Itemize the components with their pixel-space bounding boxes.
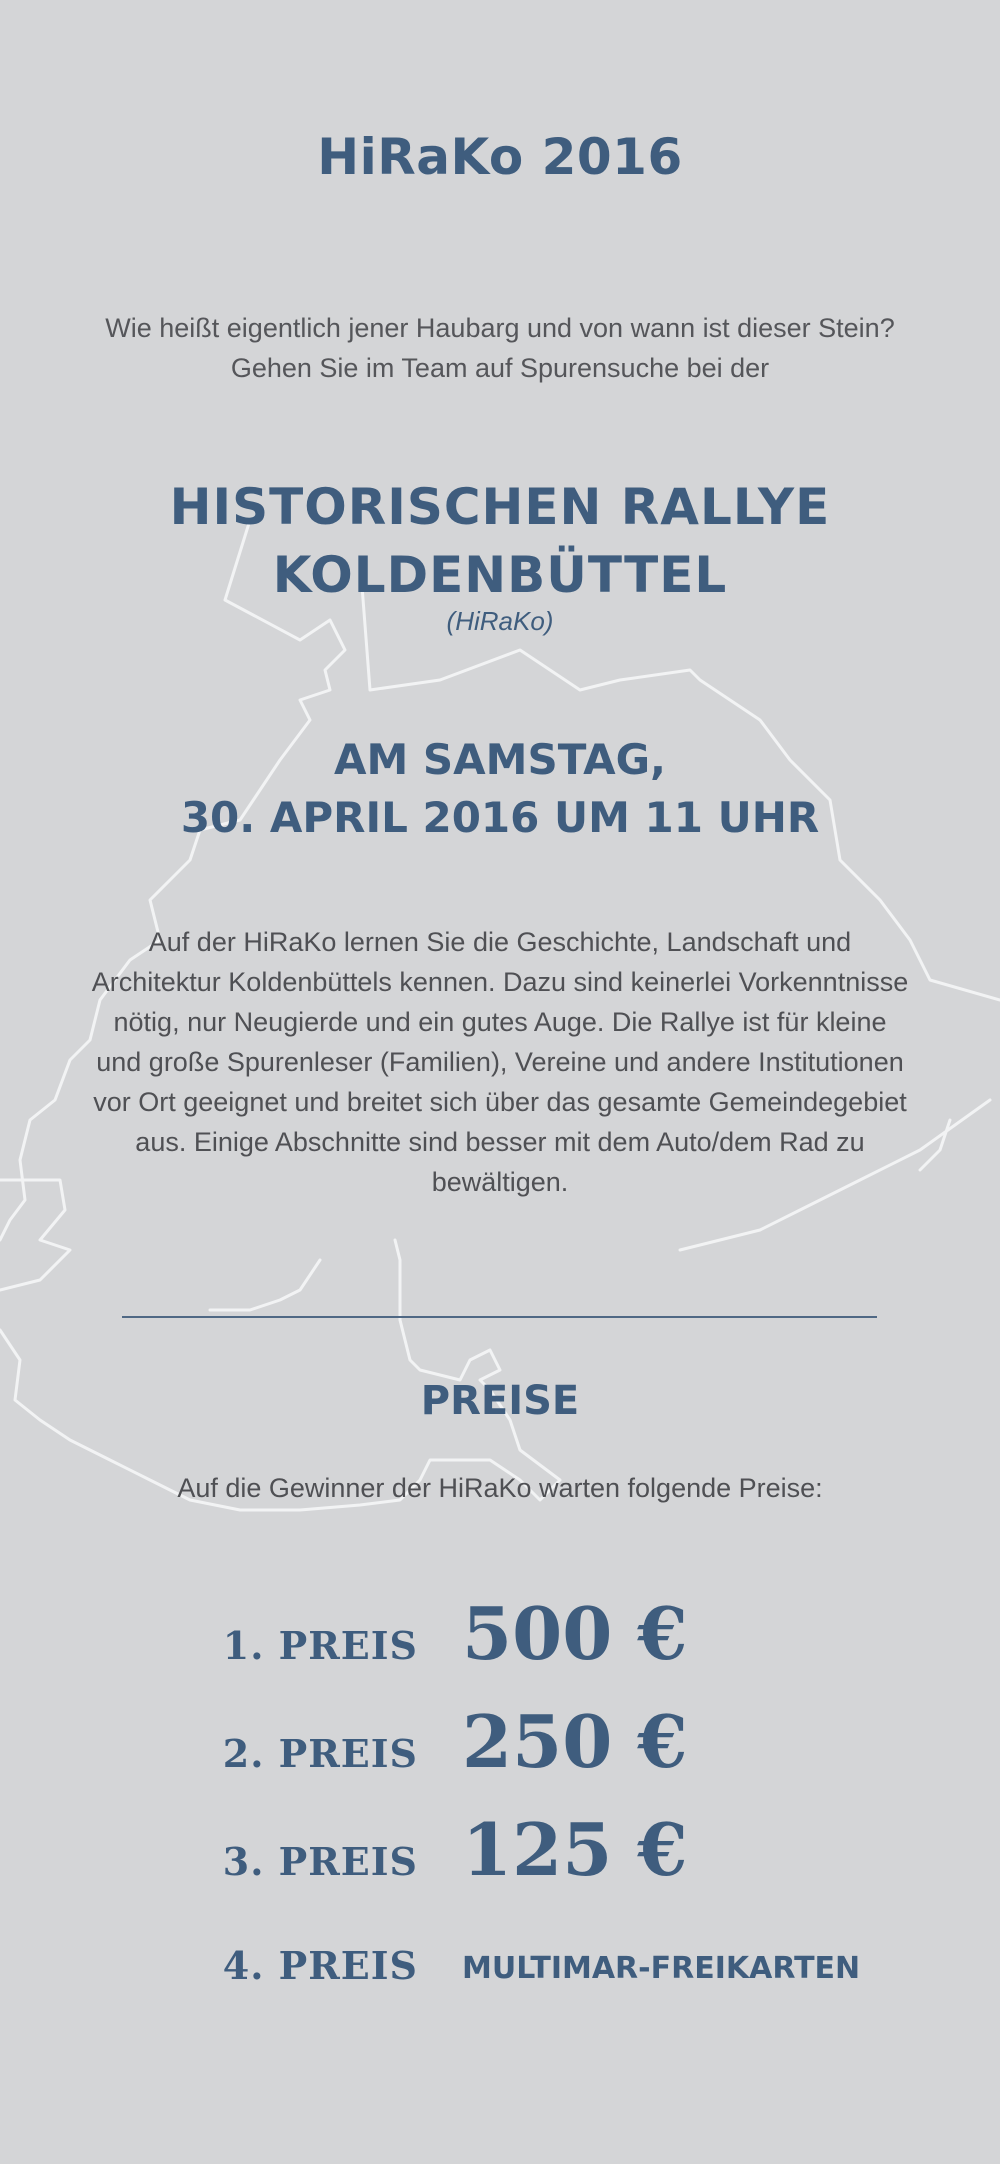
event-abbreviation: (HiRaKo) (446, 606, 554, 636)
event-name-line-1: HISTORISCHEN RALLYE (169, 478, 831, 536)
prize-row (0, 1910, 1000, 2000)
intro-text: Wie heißt eigentlich jener Haubarg und von wann ist dieser Stein? Gehen Sie im Team auf Spurensuche bei der (105, 313, 895, 383)
prize-row (0, 1698, 1000, 1788)
prize-label: 4. PREIS (222, 1943, 418, 1988)
prize-row (0, 1806, 1000, 1896)
prize-description: MULTIMAR-FREIKARTEN (462, 1951, 861, 1986)
description-text: Auf der HiRaKo lernen Sie die Geschichte, Landschaft und Architektur Koldenbüttels kennen. Dazu sind keinerlei Vorkenntnisse nötig, nur Neugierde und ein gutes Auge. Die Rallye ist für kleine und große Spurenleser (Familien), Vereine und andere Institutionen vor Ort geeignet und breitet sich über das gesamte Gemeindegebiet aus. Einige Abschnitte sind besser mit dem Auto/dem Rad zu bewältigen. (91, 927, 909, 1197)
page-title: HiRaKo 2016 (317, 128, 683, 186)
prize-label: 2. PREIS (222, 1731, 418, 1776)
event-date-line-2: 30. APRIL 2016 UM 11 UHR (180, 793, 820, 842)
prizes-heading: PREISE (420, 1378, 580, 1424)
event-date-line-1: AM SAMSTAG, (333, 735, 667, 784)
prize-amount: 500 € (462, 1591, 688, 1676)
prize-amount: 250 € (462, 1699, 688, 1784)
event-name-line-2: KOLDENBÜTTEL (272, 546, 728, 604)
prize-label: 3. PREIS (222, 1839, 418, 1884)
prize-amount: 125 € (462, 1807, 688, 1892)
prize-label: 1. PREIS (222, 1623, 418, 1668)
prize-row (0, 1590, 1000, 1680)
prizes-intro: Auf die Gewinner der HiRaKo warten folgende Preise: (177, 1473, 823, 1503)
section-divider (122, 1316, 877, 1318)
